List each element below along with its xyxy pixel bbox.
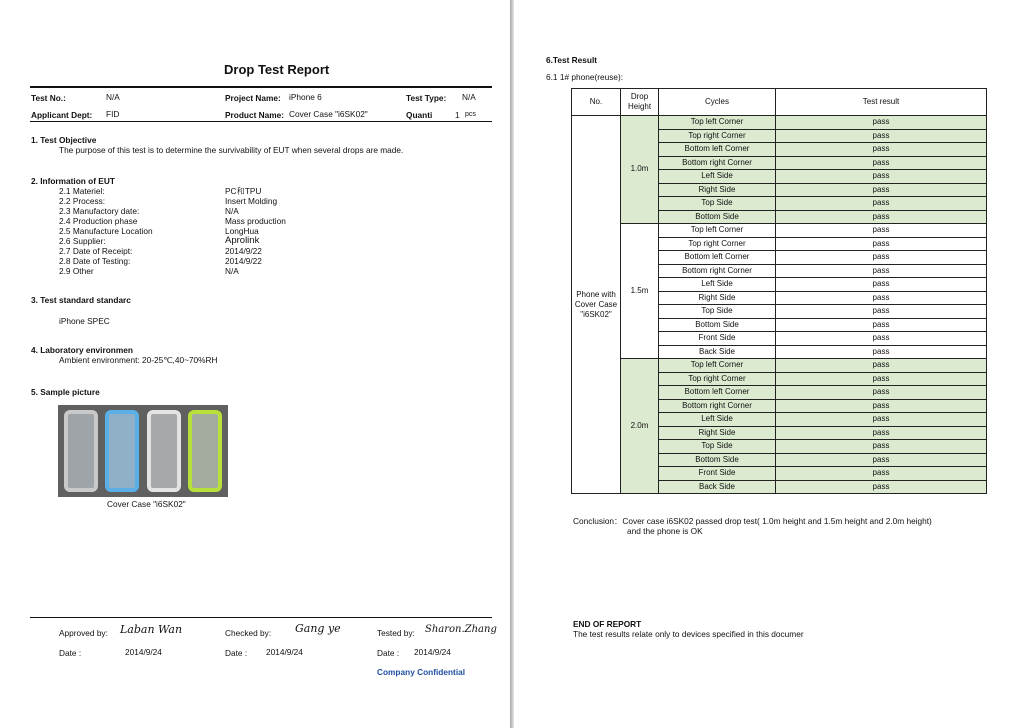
lab-environment-heading: 4. Laboratory environmen — [31, 345, 133, 355]
report-page-1 — [0, 0, 510, 728]
sample-cell: Phone with Cover Case "i6SK02" — [572, 116, 621, 494]
conclusion-line-1: Conclusion：Cover case i6SK02 passed drop test( 1.0m height and 1.5m height and 2.0m height) — [573, 516, 932, 526]
sample-photo — [58, 405, 228, 497]
lab-environment-text: Ambient environment: 20-25℃,40~70%RH — [59, 355, 218, 365]
cycle-cell: Bottom Side — [659, 318, 776, 332]
table-row — [572, 224, 987, 238]
result-cell: pass — [776, 399, 987, 413]
result-cell: pass — [776, 359, 987, 373]
eut-label: 2.9 Other — [59, 266, 94, 276]
drop-height-cell: 1.0m — [621, 116, 659, 224]
sample-picture-heading: 5. Sample picture — [31, 387, 100, 397]
drop-height-cell: 1.5m — [621, 224, 659, 359]
test-result-subheading: 6.1 1# phone(reuse): — [546, 72, 624, 82]
tested-date: 2014/9/24 — [414, 647, 451, 657]
cycle-cell: Top right Corner — [659, 372, 776, 386]
cycle-cell: Bottom right Corner — [659, 399, 776, 413]
checked-label: Checked by: — [225, 628, 272, 638]
cycle-cell: Bottom right Corner — [659, 156, 776, 170]
result-cell: pass — [776, 278, 987, 292]
case-green — [188, 410, 222, 492]
cycle-cell: Left Side — [659, 413, 776, 427]
quantity-label: Quanti — [406, 110, 433, 120]
result-cell: pass — [776, 129, 987, 143]
cycle-cell: Top Side — [659, 440, 776, 454]
result-cell: pass — [776, 291, 987, 305]
case-white — [147, 410, 181, 492]
eut-label: 2.8 Date of Testing: — [59, 256, 131, 266]
eut-value: 2014/9/22 — [225, 246, 262, 256]
date-label: Date : — [225, 648, 248, 658]
table-row — [572, 359, 987, 373]
result-cell: pass — [776, 197, 987, 211]
sample-caption: Cover Case "i6SK02" — [107, 499, 186, 509]
cycle-cell: Back Side — [659, 345, 776, 359]
cycle-cell: Bottom left Corner — [659, 386, 776, 400]
cycle-cell: Bottom Side — [659, 210, 776, 224]
cycle-cell: Front Side — [659, 467, 776, 481]
result-cell: pass — [776, 372, 987, 386]
result-cell: pass — [776, 251, 987, 265]
cycle-cell: Right Side — [659, 291, 776, 305]
tested-label: Tested by: — [377, 628, 415, 638]
result-cell: pass — [776, 116, 987, 130]
eut-label: 2.3 Manufactory date: — [59, 206, 140, 216]
eut-value: Aprolink — [225, 235, 260, 246]
test-result-table — [571, 88, 987, 494]
test-standard-text: iPhone SPEC — [59, 316, 110, 326]
result-cell: pass — [776, 413, 987, 427]
product-name-value: Cover Case "i6SK02" — [289, 109, 368, 119]
eut-value: Mass production — [225, 216, 286, 226]
approved-date: 2014/9/24 — [125, 647, 162, 657]
result-cell: pass — [776, 345, 987, 359]
result-cell: pass — [776, 210, 987, 224]
case-clear — [64, 410, 98, 492]
cycle-cell: Top left Corner — [659, 224, 776, 238]
eut-info-values — [225, 186, 286, 276]
eut-info-heading: 2. Information of EUT — [31, 176, 115, 186]
cycle-cell: Bottom left Corner — [659, 143, 776, 157]
title-rule — [30, 86, 492, 88]
cycle-cell: Bottom right Corner — [659, 264, 776, 278]
eut-value: N/A — [225, 206, 239, 216]
quantity-value: 1 — [455, 110, 460, 120]
eut-label: 2.5 Manufacture Location — [59, 226, 153, 236]
eut-value: PC和TPU — [225, 186, 262, 196]
report-page-2 — [514, 0, 1024, 728]
table-header-row — [572, 89, 987, 116]
cycle-cell: Top left Corner — [659, 359, 776, 373]
cycle-cell: Top Side — [659, 197, 776, 211]
report-title: Drop Test Report — [224, 62, 330, 77]
col-cycles: Cycles — [659, 89, 776, 116]
applicant-dept-label: Applicant Dept: — [31, 110, 93, 120]
result-cell: pass — [776, 467, 987, 481]
cycle-cell: Left Side — [659, 278, 776, 292]
drop-height-cell: 2.0m — [621, 359, 659, 494]
cycle-cell: Top right Corner — [659, 129, 776, 143]
eut-label: 2.4 Production phase — [59, 216, 138, 226]
test-no-value: N/A — [106, 92, 120, 102]
result-cell: pass — [776, 426, 987, 440]
test-type-label: Test Type: — [406, 93, 447, 103]
cycle-cell: Left Side — [659, 170, 776, 184]
test-result-heading: 6.Test Result — [546, 55, 598, 65]
eut-value: Insert Molding — [225, 196, 278, 206]
date-label: Date : — [59, 648, 82, 658]
approved-label: Approved by: — [59, 628, 108, 638]
result-cell: pass — [776, 170, 987, 184]
result-cell: pass — [776, 264, 987, 278]
cycle-cell: Right Side — [659, 426, 776, 440]
eut-value: 2014/9/22 — [225, 256, 262, 266]
result-cell: pass — [776, 440, 987, 454]
result-cell: pass — [776, 237, 987, 251]
eut-label: 2.1 Materiel: — [59, 186, 105, 196]
case-blue — [105, 410, 139, 492]
cycle-cell: Top right Corner — [659, 237, 776, 251]
cycle-cell: Top left Corner — [659, 116, 776, 130]
checked-signature: Gang ye — [295, 622, 341, 635]
result-cell: pass — [776, 224, 987, 238]
company-confidential: Company Confidential — [377, 667, 466, 677]
col-test-result: Test result — [776, 89, 987, 116]
result-cell: pass — [776, 143, 987, 157]
table-body — [572, 116, 987, 494]
applicant-dept-value: FID — [106, 109, 120, 119]
tested-signature: Sharon.Zhang — [425, 624, 497, 635]
quantity-unit: pcs — [465, 111, 476, 118]
result-cell: pass — [776, 386, 987, 400]
result-cell: pass — [776, 183, 987, 197]
header-rule — [30, 121, 492, 122]
eut-label: 2.7 Date of Receipt: — [59, 246, 133, 256]
checked-date: 2014/9/24 — [266, 647, 303, 657]
test-no-label: Test No.: — [31, 93, 66, 103]
col-drop-height: Drop Height — [621, 89, 659, 116]
col-no: No. — [572, 89, 621, 116]
footer-rule — [30, 617, 492, 618]
eut-value: N/A — [225, 266, 239, 276]
result-cell: pass — [776, 453, 987, 467]
test-type-value: N/A — [462, 92, 476, 102]
conclusion-line-2: and the phone is OK — [627, 526, 703, 536]
result-cell: pass — [776, 480, 987, 494]
end-of-report: END OF REPORT — [573, 619, 642, 629]
test-standard-heading: 3. Test standard standarc — [31, 295, 131, 305]
eut-label: 2.6 Supplier: — [59, 236, 106, 246]
cycle-cell: Back Side — [659, 480, 776, 494]
result-cell: pass — [776, 318, 987, 332]
eut-value: LongHua — [225, 226, 259, 236]
eut-label: 2.2 Process: — [59, 196, 106, 206]
table-row — [572, 116, 987, 130]
date-label: Date : — [377, 648, 400, 658]
test-objective-text: The purpose of this test is to determine the survivability of EUT when several drops are made. — [59, 145, 404, 155]
cycle-cell: Front Side — [659, 332, 776, 346]
cycle-cell: Bottom left Corner — [659, 251, 776, 265]
result-cell: pass — [776, 156, 987, 170]
cycle-cell: Top Side — [659, 305, 776, 319]
test-objective-heading: 1. Test Objective — [31, 135, 97, 145]
cycle-cell: Bottom Side — [659, 453, 776, 467]
approved-signature: Laban Wan — [120, 623, 183, 636]
product-name-label: Product Name: — [225, 110, 285, 120]
cycle-cell: Right Side — [659, 183, 776, 197]
end-of-report-text: The test results relate only to devices specified in this documer — [573, 629, 804, 639]
project-name-value: iPhone 6 — [289, 92, 322, 102]
result-cell: pass — [776, 305, 987, 319]
eut-info-labels — [59, 186, 153, 276]
result-cell: pass — [776, 332, 987, 346]
project-name-label: Project Name: — [225, 93, 281, 103]
